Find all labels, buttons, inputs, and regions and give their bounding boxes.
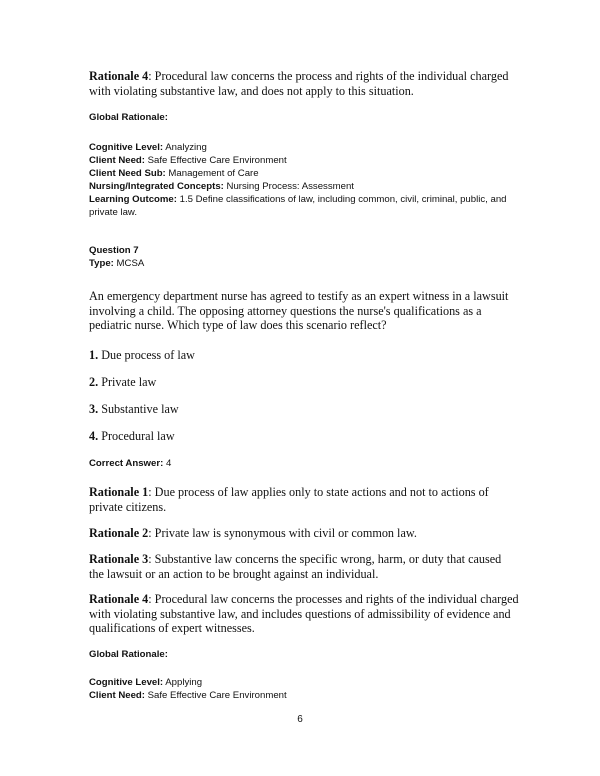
global-rationale-heading: Global Rationale: — [89, 112, 168, 123]
client-need-2: Client Need: Safe Effective Care Environment — [89, 690, 287, 701]
client-need: Client Need: Safe Effective Care Environment — [89, 155, 287, 166]
rationale-2: Rationale 2: Private law is synonymous with civil or common law. — [89, 526, 417, 540]
question-header — [89, 244, 519, 270]
global-rationale-heading-2: Global Rationale: — [89, 649, 168, 660]
option-3: 3. Substantive law — [89, 402, 179, 416]
option-4: 4. Procedural law — [89, 429, 175, 443]
option-1: 1. Due process of law — [89, 348, 195, 362]
meta-block-2 — [89, 676, 519, 702]
client-need-sub: Client Need Sub: Management of Care — [89, 168, 259, 179]
correct-answer: Correct Answer: 4 — [89, 458, 172, 469]
cognitive-level: Cognitive Level: Analyzing — [89, 142, 207, 153]
question-stem: An emergency department nurse has agreed to testify as an expert witness in a lawsuit involving a child. The opposing attorney questions the nurse's qualifications as a pediatric nurse. Which type of law does this scenario reflect? — [89, 289, 509, 332]
page-number: 6 — [297, 714, 303, 725]
rationale-4: Rationale 4: Procedural law concerns the processes and rights of the individual charged with violating substantive law, and includes questions of admissibility of evidence and qualifications of expert witnesses. — [89, 592, 519, 635]
learning-outcome: Learning Outcome: 1.5 Define classifications of law, including common, civil, criminal, public, and private law. — [89, 194, 507, 218]
option-2: 2. Private law — [89, 375, 157, 389]
question-type: Type: MCSA — [89, 258, 145, 269]
cognitive-level-2: Cognitive Level: Applying — [89, 677, 203, 688]
prev-rationale-4: Rationale 4: Procedural law concerns the process and rights of the individual charged with violating substantive law, and does not apply to this situation. — [89, 69, 509, 98]
meta-block-1 — [89, 141, 519, 219]
question-title: Question 7 — [89, 245, 139, 256]
rationale-3: Rationale 3: Substantive law concerns the specific wrong, harm, or duty that caused the lawsuit or an action to be brought against an individual. — [89, 552, 502, 581]
integrated-concepts: Nursing/Integrated Concepts: Nursing Process: Assessment — [89, 181, 354, 192]
rationale-1: Rationale 1: Due process of law applies only to state actions and not to actions of private citizens. — [89, 485, 489, 514]
